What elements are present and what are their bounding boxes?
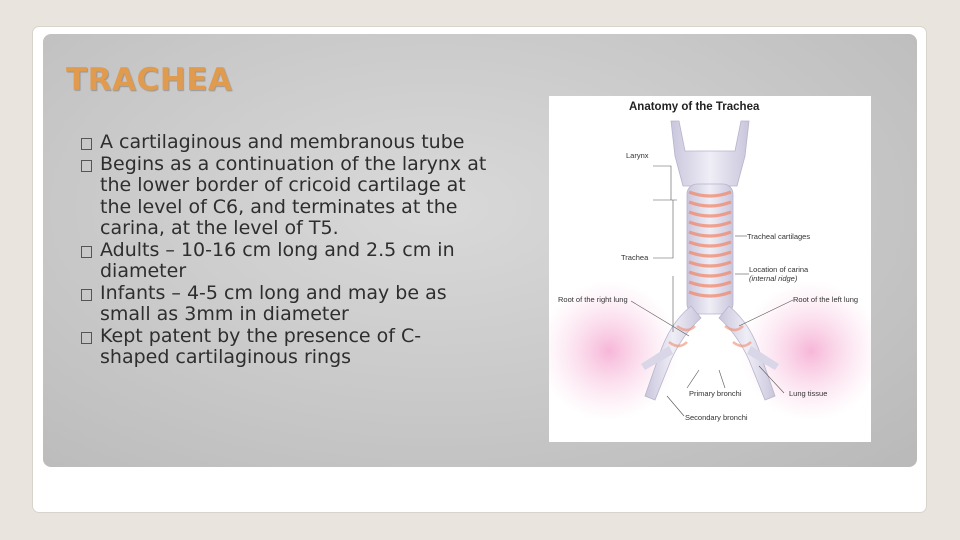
- label-root-left-lung: Root of the left lung: [793, 295, 859, 304]
- label-root-right-lung: Root of the right lung: [558, 295, 628, 304]
- bullet-text: Kept patent by the presence of C-shaped cartilaginous rings: [100, 324, 422, 368]
- bullet-box-icon: [81, 246, 92, 258]
- bullet-box-icon: [81, 332, 92, 344]
- slide-title: TRACHEA: [66, 62, 233, 98]
- larynx-shape: [671, 121, 749, 186]
- bullet-box-icon: [81, 160, 92, 172]
- bullet-text: Begins as a continuation of the larynx at the lower border of cricoid cartilage at the level of C6, and terminates at the carina, at the level of T5.: [100, 152, 487, 239]
- bullet-item: [78, 240, 488, 283]
- bullet-box-icon: [81, 138, 92, 150]
- figure-title: Anatomy of the Trachea: [629, 101, 760, 113]
- trachea-illustration: [549, 96, 871, 442]
- label-tracheal-cartilages: Tracheal cartilages: [747, 232, 811, 241]
- bullet-item: [78, 154, 488, 240]
- bullet-item: [78, 283, 488, 326]
- bullet-list: [78, 132, 488, 369]
- bullet-item: [78, 132, 488, 154]
- label-carina-sub: (internal ridge): [749, 274, 798, 283]
- label-primary-bronchi: Primary bronchi: [689, 389, 742, 398]
- label-trachea: Trachea: [621, 253, 649, 262]
- bullet-box-icon: [81, 289, 92, 301]
- bullet-text: A cartilaginous and membranous tube: [100, 131, 465, 153]
- bullet-text: Adults – 10-16 cm long and 2.5 cm in diameter: [100, 238, 455, 282]
- bullet-text: Infants – 4-5 cm long and may be as small as 3mm in diameter: [100, 281, 447, 325]
- label-carina: Location of carina: [749, 265, 809, 274]
- label-larynx: Larynx: [626, 151, 649, 160]
- trachea-diagram: [549, 96, 871, 442]
- label-secondary-bronchi: Secondary bronchi: [685, 413, 748, 422]
- bullet-item: [78, 326, 488, 369]
- label-lung-tissue: Lung tissue: [789, 389, 828, 398]
